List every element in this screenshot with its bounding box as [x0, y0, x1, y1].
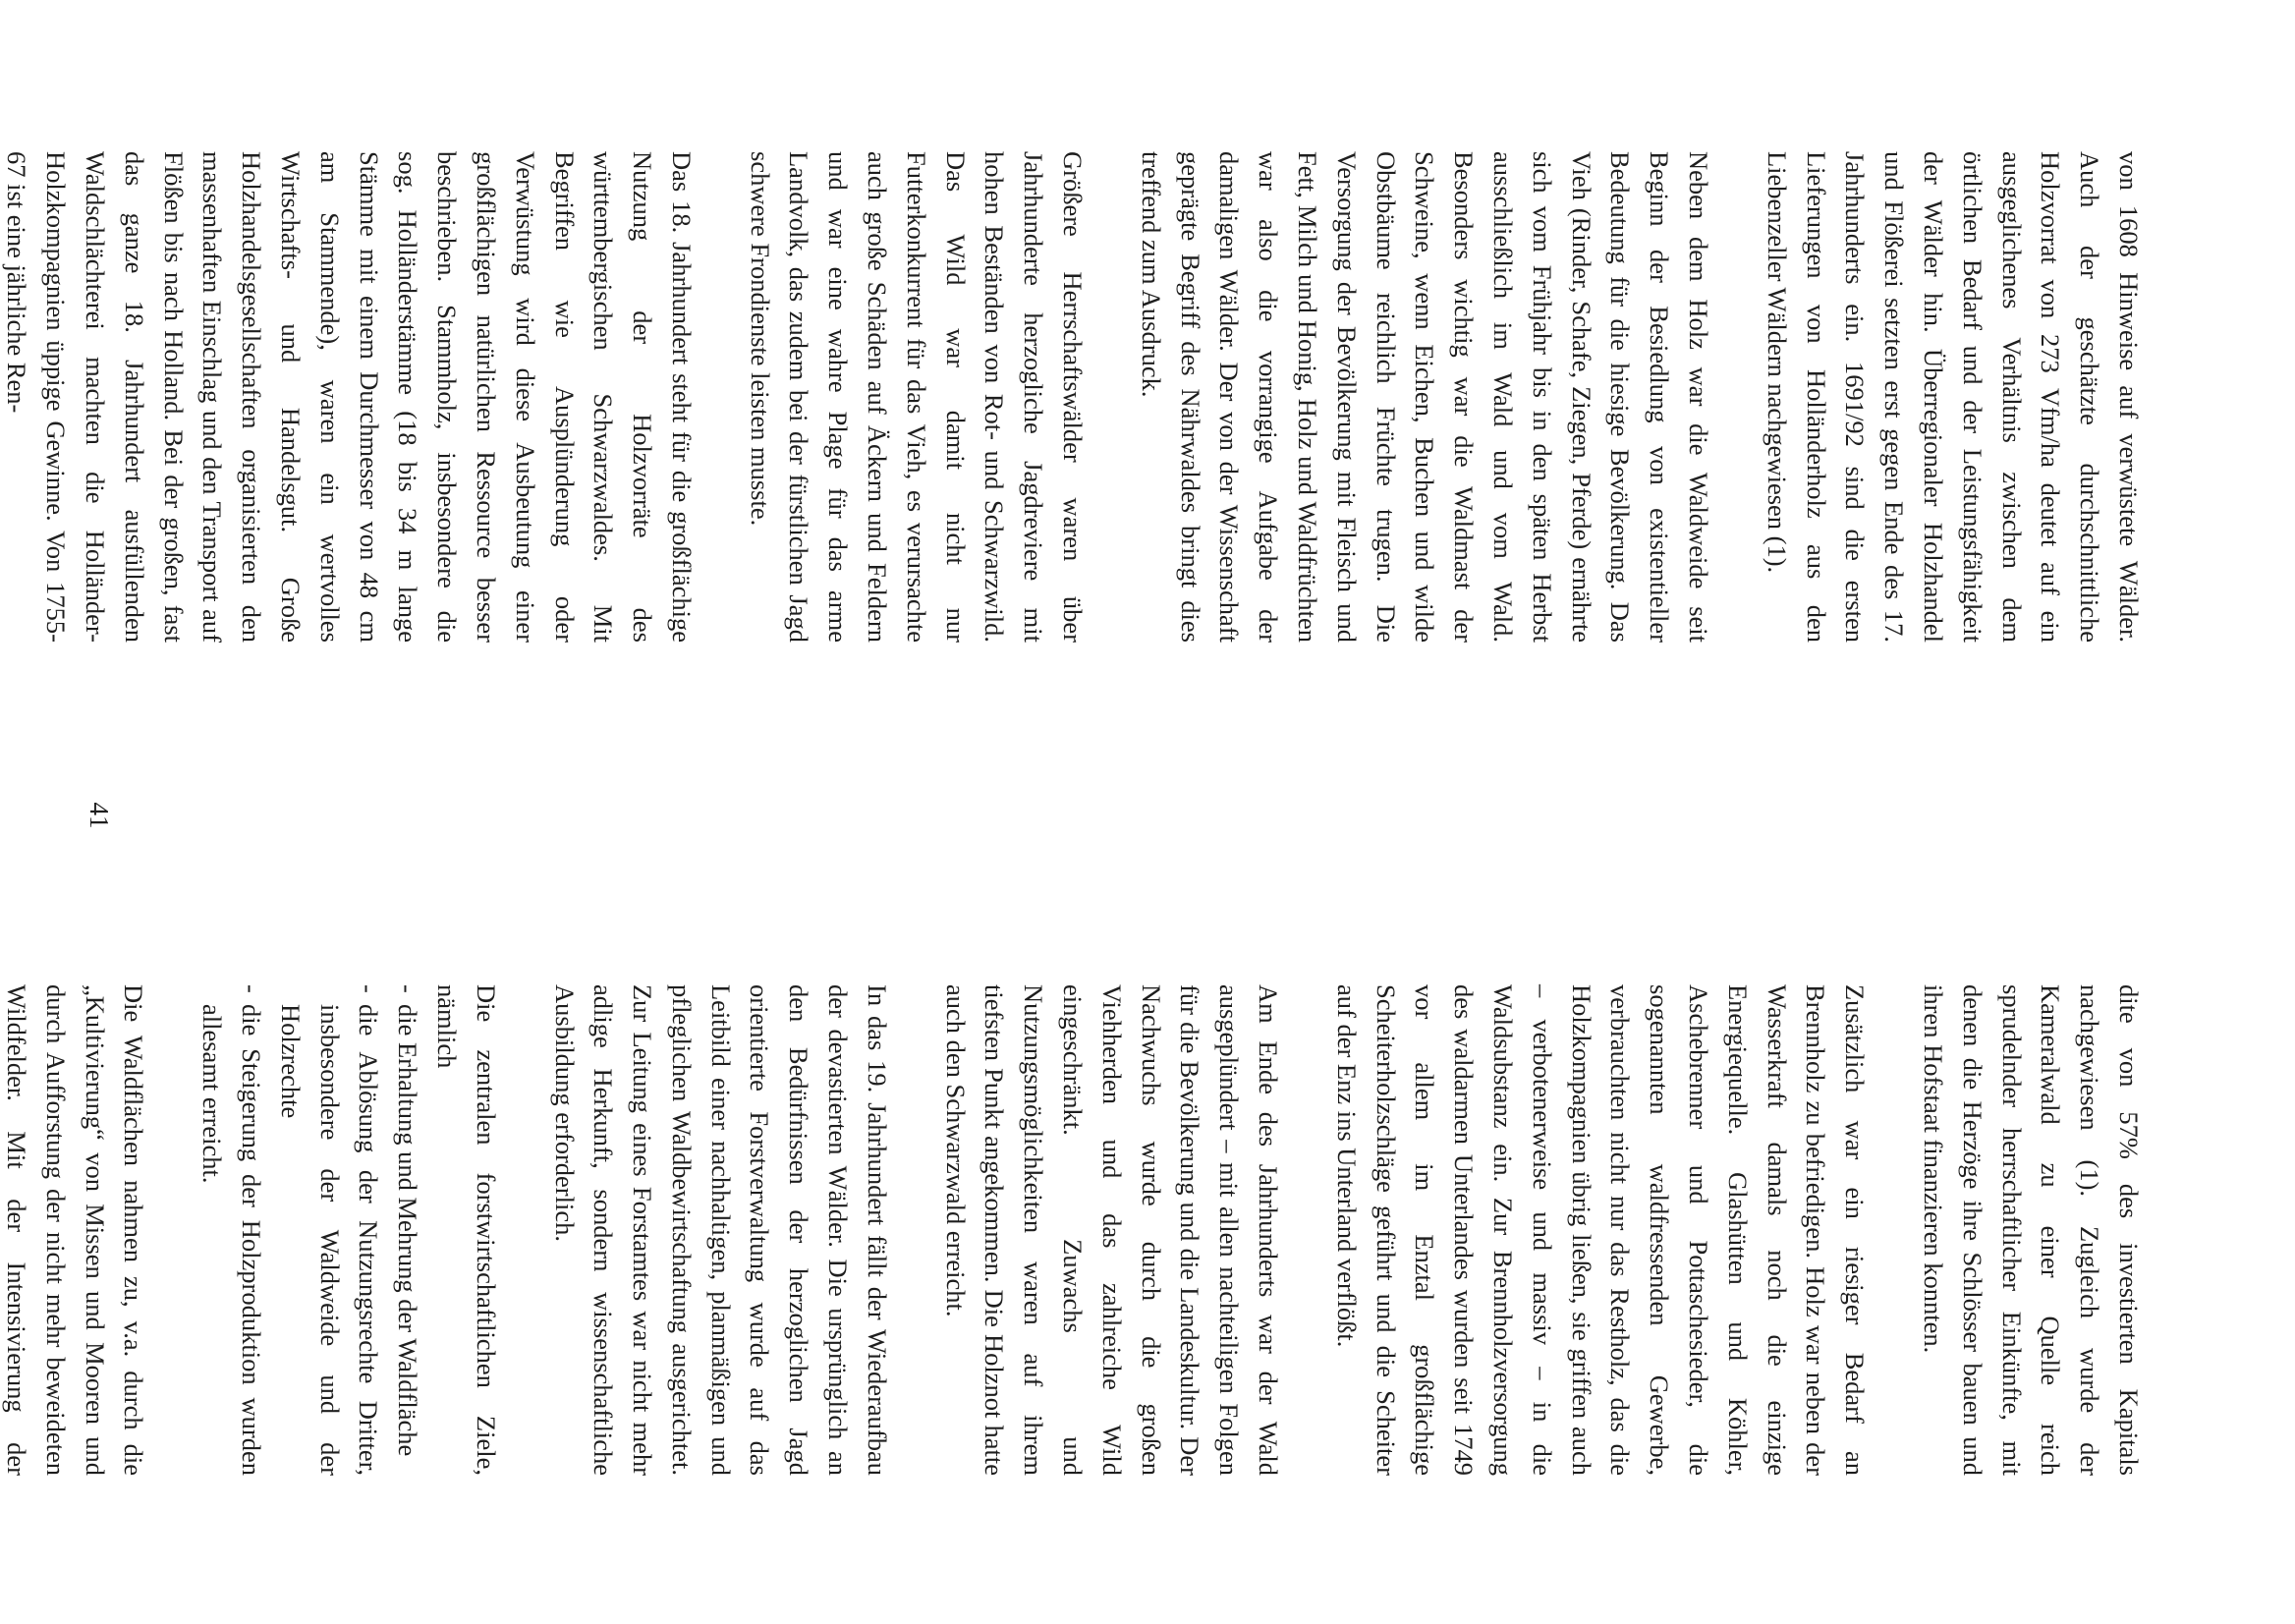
list-item: - die Steigerung der Holzproduktion wurden allesamt erreicht. [192, 984, 270, 1476]
paragraph: Größere Herrschaftswälder waren über Jahrhunderte herzogliche Jagdreviere mit hohen Beständen von Rot- und Schwarzwild. Das Wild war damit nicht nur Futterkonkurrent für das Vieh, es verursachte auch große Schäden auf Äckern und Feldern und war eine wahre Plage für das arme Landvolk, das zudem bei der fürstlichen Jagd schwere Frondienste leisten musste. [745, 151, 1089, 643]
paragraph: von 1608 Hinweise auf verwüstete Wälder. Auch der geschätzte durchschnittliche Holzvorrat von 273 Vfm/ha deutet auf ein ausgeglichenes Verhältnis zwischen dem örtlichen Bedarf und der Leistungsfähigkeit der Wälder hin. Überregionaler Holzhandel und Flößerei setzten erst gegen Ende des 17. Jahrhunderts ein. 1691/92 sind die ersten Lieferungen von Holländerholz aus den Liebenzeller Wäldern nachgewiesen (1). [1762, 151, 2144, 643]
paragraph: Die Waldflächen nahmen zu, v.a. durch die „Kultivierung“ von Missen und Mooren und durch Aufforstung der nicht mehr beweideten Wildfelder. Mit der Intensivierung der [1, 984, 149, 1476]
right-text-column [0, 984, 2148, 1476]
list-item: - die Ablösung der Nutzungsrechte Dritter, insbesondere der Waldweide und der Holzrechte [270, 984, 387, 1476]
paragraph: Zusätzlich war ein riesiger Bedarf an Brennholz zu befriedigen. Holz war neben der Wasserkraft damals noch die einzige Energiequelle. Glashütten und Köhler, Aschebrenner und Pottaschesieder, die sogenannten waldfressenden Gewerbe, verbrauchten nicht nur das Restholz, das die Holzkompagnien übrig ließen, sie griffen auch – verbotenerweise und massiv – in die Waldsubstanz ein. Zur Brennholzversorgung des waldarmen Unterlandes wurden seit 1749 vor allem im Enztal großflächige Scheiterholzschläge geführt und die Scheiter auf der Enz ins Unterland verflößt. [1331, 984, 1871, 1476]
left-text-column [0, 151, 2148, 643]
paragraph: Am Ende des Jahrhunderts war der Wald ausgeplündert – mit allen nachteiligen Folgen für die Bevölkerung und die Landeskultur. Der Nachwuchs wurde durch die großen Viehherden und das zahlreiche Wild eingeschränkt. Zuwachs und Nutzungsmöglichkeiten waren auf ihrem tiefsten Punkt angekommen. Die Holznot hatte auch den Schwarzwald erreicht. [940, 984, 1284, 1476]
page-number: 41 [84, 802, 114, 829]
paragraph: Neben dem Holz war die Waldweide seit Beginn der Besiedlung von existentieller Bedeutung für die hiesige Bevölkerung. Das Vieh (Rinder, Schafe, Ziegen, Pferde) ernährte sich vom Frühjahr bis in den späten Herbst ausschließlich im Wald und vom Wald. Besonders wichtig war die Waldmast der Schweine, wenn Eichen, Buchen und wilde Obstbäume reichlich Früchte trugen. Die Versorgung der Bevölkerung mit Fleisch und Fett, Milch und Honig, Holz und Waldfrüchten war also die vorrangige Aufgabe der damaligen Wälder. Der von der Wissenschaft geprägte Begriff des Nährwaldes bringt dies treffend zum Ausdruck. [1136, 151, 1714, 643]
goals-list [192, 984, 426, 1476]
paragraph: dite von 57% des investierten Kapitals nachgewiesen (1). Zugleich wurde der Kameralwald zu einer Quelle reich sprudelnder herrschaftlicher Einkünfte, mit denen die Herzöge ihre Schlösser bauen und ihren Hofstaat finanzieren konnten. [1919, 984, 2144, 1476]
list-item: - die Erhaltung und Mehrung der Waldfläche [387, 984, 426, 1476]
paragraph: Das 18. Jahrhundert steht für die großflächige Nutzung der Holzvorräte des württembergischen Schwarzwaldes. Mit Begriffen wie Ausplünderung oder Verwüstung wird diese Ausbeutung einer großflächigen natürlichen Ressource besser beschrieben. Stammholz, insbesondere die sog. Holländerstämme (18 bis 34 m lange Stämme mit einem Durchmesser von 48 cm am Stammende), waren ein wertvolles Wirtschafts- und Handelsgut. Große Holzhandelsgesellschaften organisierten den massenhaften Einschlag und den Transport auf Flößen bis nach Holland. Bei der großen, fast das ganze 18. Jahrhundert ausfüllenden Waldschlächterei machten die Holländer-Holzkompagnien üppige Gewinne. Von 1755-67 ist eine jährliche Ren- [2, 151, 697, 643]
paragraph: In das 19. Jahrhundert fällt der Wiederaufbau der devastierten Wälder. Die ursprünglich an den Bedürfnissen der herzoglichen Jagd orientierte Forstverwaltung wurde auf das Leitbild einer nachhaltigen, planmäßigen und pfleglichen Waldbewirtschaftung ausgerichtet. Zur Leitung eines Forstamtes war nicht mehr adlige Herkunft, sondern wissenschaftliche Ausbildung erforderlich. [549, 984, 892, 1476]
list-intro: Die zentralen forstwirtschaftlichen Ziele, nämlich [431, 984, 501, 1476]
